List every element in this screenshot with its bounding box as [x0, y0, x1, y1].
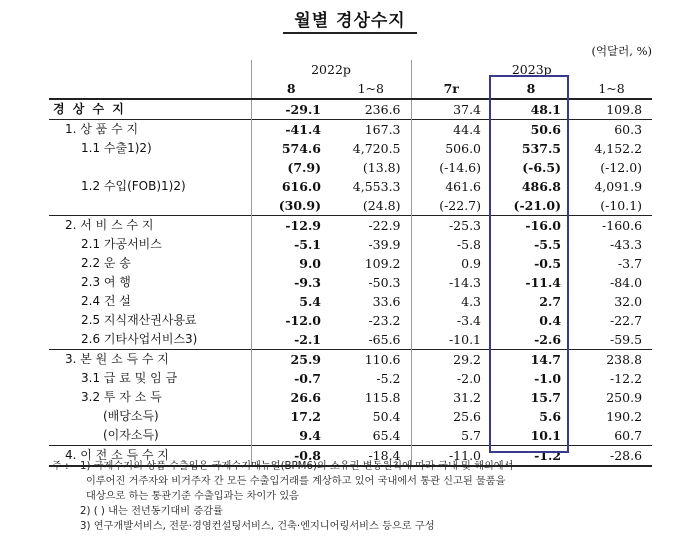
- cell-value: -1.0: [534, 371, 562, 386]
- table-row: [49, 330, 652, 350]
- cell-value: 33.6: [372, 294, 401, 309]
- header-period: 1~8: [571, 79, 652, 99]
- header-period: 8: [251, 79, 331, 99]
- cell-value: 109.2: [364, 256, 401, 271]
- footnote-2: [52, 504, 662, 519]
- cell-value: 110.6: [331, 350, 411, 370]
- cell-value: (-12.0): [600, 160, 643, 175]
- table-row: [49, 235, 652, 254]
- table-body: [49, 99, 652, 466]
- cell-value: -65.6: [368, 332, 401, 347]
- cell-value: -12.0: [251, 311, 331, 330]
- row-label: 1.1 수출1)2): [81, 141, 152, 155]
- cell-value: -3.7: [617, 256, 643, 271]
- cell-value: -0.8: [251, 446, 331, 467]
- table-row: [49, 120, 652, 140]
- table-row: [49, 177, 652, 196]
- table-row: [49, 216, 652, 236]
- footnote-prefix: 주 :: [52, 461, 69, 472]
- cell-value: 60.7: [614, 428, 643, 443]
- cell-value: -2.0: [411, 369, 491, 388]
- row-label: 2.2 운 송: [81, 256, 131, 270]
- footnote-1-text-2: 이루어진 거주자와 비거주자 간 모든 수출입거래를 계상하고 있어 국내에서 통관 신고된 물품을: [86, 476, 506, 487]
- cell-value: (24.8): [362, 198, 401, 213]
- footnote-1-label: 1): [80, 461, 91, 472]
- cell-value: -50.3: [368, 275, 401, 290]
- cell-value: -5.2: [376, 371, 401, 386]
- table-row: [49, 426, 652, 446]
- cell-value: 238.8: [571, 350, 652, 370]
- footnote-2-label: 2): [80, 506, 91, 517]
- cell-value: 9.4: [251, 426, 331, 446]
- cell-value: 32.0: [614, 294, 643, 309]
- header-row-periods: [49, 79, 652, 99]
- cell-value: -1.2: [491, 446, 571, 467]
- cell-value: -18.4: [331, 446, 411, 467]
- cell-value: 48.1: [530, 102, 562, 117]
- cell-value: 506.0: [411, 139, 491, 158]
- footnote-1: [52, 459, 662, 474]
- cell-value: -3.4: [411, 311, 491, 330]
- cell-value: (-14.6): [411, 158, 491, 177]
- cell-value: (-6.5): [522, 160, 562, 175]
- row-label: 2.4 건 설: [81, 294, 131, 308]
- row-label: [49, 196, 251, 216]
- cell-value: 25.9: [251, 350, 331, 370]
- cell-value: 31.2: [411, 388, 491, 407]
- cell-value: (-22.7): [411, 196, 491, 216]
- footnote-2-text: ( ) 내는 전년동기대비 증감률: [93, 506, 223, 517]
- cell-value: 4,091.9: [594, 179, 643, 194]
- row-label: 2.1 가공서비스: [81, 237, 162, 251]
- cell-value: 537.5: [521, 141, 562, 156]
- table-row: [49, 388, 652, 407]
- row-label: 4. 이 전 소 득 수 지: [49, 446, 251, 467]
- cell-value: -10.1: [411, 330, 491, 350]
- row-label: 경 상 수 지: [53, 102, 126, 116]
- cell-value: -25.3: [411, 216, 491, 236]
- row-label: (배당소득): [103, 409, 159, 423]
- table-row: [49, 311, 652, 330]
- cell-value: 50.4: [372, 409, 401, 424]
- cell-value: 44.4: [411, 120, 491, 140]
- title-underline: [283, 32, 417, 34]
- cell-value: 10.1: [530, 428, 562, 443]
- cell-value: 17.2: [251, 407, 331, 426]
- cell-value: -5.8: [411, 235, 491, 254]
- header-row-years: [49, 60, 652, 79]
- table-row: [49, 254, 652, 273]
- cell-value: 250.9: [606, 390, 643, 405]
- cell-value: 4.3: [411, 292, 491, 311]
- header-period: 8: [491, 79, 571, 99]
- table-row: [49, 158, 652, 177]
- cell-value: -23.2: [368, 313, 401, 328]
- cell-value: 14.7: [491, 350, 571, 370]
- row-label: 1.2 수입(FOB)1)2): [81, 179, 186, 193]
- cell-value: 190.2: [606, 409, 643, 424]
- row-label: [49, 158, 251, 177]
- table-row: [49, 350, 652, 370]
- cell-value: 15.7: [530, 390, 562, 405]
- cell-value: 25.6: [411, 407, 491, 426]
- cell-value: 167.3: [331, 120, 411, 140]
- cell-value: -2.1: [251, 330, 331, 350]
- table-row: [49, 407, 652, 426]
- cell-value: 236.6: [364, 102, 401, 117]
- cell-value: (-21.0): [513, 198, 562, 213]
- footnote-3-text: 연구개발서비스, 전문·경영컨설팅서비스, 건축·엔지니어링서비스 등으로 구성: [93, 521, 435, 532]
- cell-value: -11.0: [411, 446, 491, 467]
- row-label: 3.1 급 료 및 임 금: [81, 371, 178, 385]
- page-title: 월별 경상수지: [294, 11, 406, 31]
- cell-value: -0.7: [251, 369, 331, 388]
- row-label: 2.5 지식재산권사용료: [81, 313, 197, 327]
- cell-value: 65.4: [372, 428, 401, 443]
- cell-value: -5.1: [251, 235, 331, 254]
- cell-value: -22.7: [609, 313, 643, 328]
- cell-value: 5.6: [539, 409, 562, 424]
- footnotes: [52, 459, 662, 534]
- cell-value: 616.0: [251, 177, 331, 196]
- cell-value: -59.5: [609, 332, 643, 347]
- table-row: [49, 99, 652, 120]
- cell-value: 2.7: [539, 294, 562, 309]
- header-period: 7r: [411, 79, 491, 99]
- row-label: 2.6 기타사업서비스3): [81, 332, 198, 346]
- cell-value: -12.2: [609, 371, 643, 386]
- cell-value: (13.8): [362, 160, 401, 175]
- cell-value: -22.9: [331, 216, 411, 236]
- cell-value: 37.4: [411, 99, 491, 120]
- cell-value: 29.2: [411, 350, 491, 370]
- cell-value: (-10.1): [600, 198, 643, 213]
- cell-value: -41.4: [251, 120, 331, 140]
- footnote-3-label: 3): [80, 521, 91, 532]
- footnote-3: [52, 519, 662, 534]
- cell-value: 574.6: [251, 139, 331, 158]
- cell-value: -5.5: [534, 237, 562, 252]
- cell-value: -14.3: [411, 273, 491, 292]
- cell-value: -28.6: [571, 446, 652, 467]
- cell-value: (30.9): [251, 196, 331, 216]
- cell-value: 4,553.3: [352, 179, 401, 194]
- cell-value: 0.4: [539, 313, 562, 328]
- header-blank: [49, 60, 251, 79]
- table-row: [49, 292, 652, 311]
- row-label: 2. 서 비 스 수 지: [49, 216, 251, 236]
- cell-value: -12.9: [251, 216, 331, 236]
- cell-value: 109.8: [606, 102, 643, 117]
- table-row: [49, 369, 652, 388]
- cell-value: 4,720.5: [352, 141, 401, 156]
- cell-value: 115.8: [364, 390, 401, 405]
- header-year-2022: 2022p: [251, 60, 411, 79]
- cell-value: -0.5: [534, 256, 562, 271]
- cell-value: 5.7: [411, 426, 491, 446]
- cell-value: 461.6: [411, 177, 491, 196]
- cell-value: (7.9): [251, 158, 331, 177]
- cell-value: 5.4: [251, 292, 331, 311]
- cell-value: -39.9: [368, 237, 401, 252]
- table-row: [49, 273, 652, 292]
- cell-value: -43.3: [609, 237, 643, 252]
- cell-value: 9.0: [251, 254, 331, 273]
- header-year-2023: 2023p: [411, 60, 652, 79]
- row-label: 2.3 여 행: [81, 275, 131, 289]
- cell-value: -9.3: [251, 273, 331, 292]
- cell-value: 26.6: [251, 388, 331, 407]
- table-row: [49, 139, 652, 158]
- table-row: [49, 196, 652, 216]
- cell-value: 60.3: [571, 120, 652, 140]
- header-blank: [49, 79, 251, 99]
- cell-value: -11.4: [525, 275, 562, 290]
- footnote-1-text-3: 대상으로 하는 통관기준 수출입과는 차이가 있음: [86, 491, 300, 502]
- footnote-1-text: 국제수지의 상품 수출입은 국제수지매뉴얼(BPM6)의 소유권 변동원칙에 따라 국내 및 해외에서: [93, 461, 514, 472]
- unit-label: (억달러, %): [591, 44, 652, 58]
- row-label: (이자소득): [103, 428, 159, 442]
- row-label: 3. 본 원 소 득 수 지: [49, 350, 251, 370]
- cell-value: -160.6: [571, 216, 652, 236]
- cell-value: -16.0: [491, 216, 571, 236]
- cell-value: -2.6: [534, 332, 562, 347]
- header-period: 1~8: [331, 79, 411, 99]
- current-account-table: [49, 60, 652, 467]
- row-label: 3.2 투 자 소 득: [81, 390, 162, 404]
- cell-value: -29.1: [251, 99, 331, 120]
- cell-value: 50.6: [491, 120, 571, 140]
- cell-value: 486.8: [521, 179, 562, 194]
- cell-value: -84.0: [609, 275, 643, 290]
- cell-value: 4,152.2: [594, 141, 643, 156]
- cell-value: 0.9: [411, 254, 491, 273]
- row-label: 1. 상 품 수 지: [49, 120, 251, 140]
